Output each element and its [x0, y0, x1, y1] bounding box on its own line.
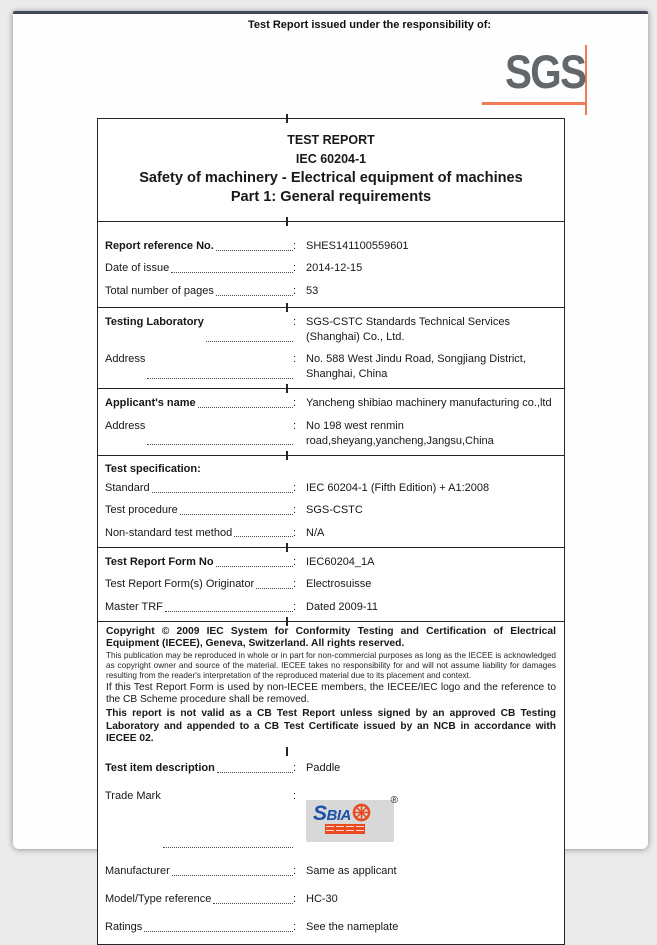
- field-row: [98, 280, 564, 302]
- field-value: Same as applicant: [306, 865, 397, 877]
- dot-leader: [216, 250, 293, 251]
- section-report-form: [98, 547, 564, 621]
- dot-leader: [171, 272, 293, 273]
- dot-leader: [147, 444, 293, 445]
- copyright-small-print: This publication may be reproduced in whole or in part for non-commercial purposes as long as the IECEE is acknowledged as copyright owner and source of the material. IECEE takes no responsibility for and will not assume liability for damages resulting from the reader's interpretation of the reproduced material due to its placement and context.: [106, 651, 556, 681]
- report-table: [97, 118, 565, 945]
- field-value: No 198 west renmin road,sheyang,yancheng,Jangsu,China: [306, 419, 494, 447]
- field-label: Test Report Form No: [105, 555, 214, 568]
- sgs-logo-horizontal-line: [482, 102, 587, 105]
- field-value: [296, 789, 557, 851]
- field-value: 53: [306, 284, 319, 297]
- field-label: Total number of pages: [105, 284, 214, 297]
- dot-leader: [213, 903, 293, 904]
- field-value: N/A: [306, 526, 325, 539]
- trademark-text: SBIA: [313, 802, 351, 825]
- field-row: [98, 755, 564, 783]
- dot-leader: [165, 611, 293, 612]
- field-row: [98, 311, 564, 348]
- field-row: [98, 235, 564, 257]
- trademark-wheel-icon: [352, 803, 371, 822]
- field-label: Non-standard test method: [105, 526, 233, 539]
- field-row: [98, 348, 564, 385]
- field-row: [98, 415, 564, 452]
- dot-leader: [216, 295, 293, 296]
- field-label: Date of issue: [105, 262, 170, 275]
- field-label: Model/Type reference: [105, 892, 212, 905]
- dot-leader: [147, 378, 293, 379]
- field-row: [98, 477, 564, 499]
- field-label: Master TRF: [105, 600, 163, 613]
- field-row: [98, 522, 564, 544]
- section-test-specification: [98, 455, 564, 547]
- copyright-validity-note: This report is not valid as a CB Test Report unless signed by an approved CB Testing Laboratory and appended to a CB Test Certificate issued by an NCB in accordance with IECEE 02.: [106, 708, 556, 745]
- field-label: Standard: [105, 481, 150, 494]
- field-row: [98, 573, 564, 595]
- standard-number: IEC 60204-1: [295, 151, 367, 166]
- trademark-logo-top: [313, 803, 389, 824]
- field-label: Address: [105, 353, 146, 366]
- section-test-item: [98, 752, 564, 944]
- report-title: TEST REPORT: [287, 133, 375, 147]
- dot-leader: [180, 514, 293, 515]
- sgs-logo: [492, 45, 592, 122]
- field-value: SHES141100559601: [306, 240, 409, 252]
- dot-leader: [144, 931, 293, 932]
- field-row: [98, 885, 564, 913]
- column-divider-tick: [286, 617, 288, 626]
- field-value: Dated 2009-11: [306, 600, 378, 613]
- column-divider-tick: [286, 303, 288, 312]
- dot-leader: [206, 341, 293, 342]
- field-value: Electrosuisse: [306, 578, 372, 591]
- field-label: Manufacturer: [105, 865, 170, 877]
- field-row: [98, 596, 564, 618]
- section-copyright: [98, 621, 564, 752]
- field-value: SGS-CSTC: [306, 504, 363, 517]
- field-row: [98, 551, 564, 573]
- section-report-info: [98, 222, 564, 307]
- field-label: Testing Laboratory: [105, 316, 204, 329]
- dot-leader: [198, 407, 293, 408]
- dot-leader: [163, 847, 293, 848]
- field-row: [98, 392, 564, 414]
- field-label: Ratings: [105, 920, 143, 933]
- field-value: IEC60204_1A: [306, 555, 375, 568]
- trademark-logo: [306, 795, 398, 842]
- dot-leader: [256, 588, 293, 589]
- document-page: [13, 11, 648, 933]
- section-heading: Test specification:: [105, 462, 201, 475]
- dot-leader: [152, 492, 293, 493]
- column-divider-tick: [286, 451, 288, 460]
- field-value: See the nameplate: [306, 920, 399, 933]
- field-label: Trade Mark: [105, 790, 161, 802]
- field-value: HC-30: [306, 892, 338, 905]
- dot-leader: [216, 566, 293, 567]
- field-label: Test procedure: [105, 504, 178, 517]
- field-row-trademark: [98, 783, 564, 858]
- dot-leader: [234, 536, 293, 537]
- field-row: [98, 858, 564, 886]
- title-block: [98, 119, 564, 222]
- header-note: Test Report issued under the responsibility of:: [247, 19, 492, 31]
- column-divider-tick: [286, 543, 288, 552]
- field-row: [98, 499, 564, 521]
- field-value: IEC 60204-1 (Fifth Edition) + A1:2008: [306, 481, 490, 494]
- trademark-chinese-characters: [326, 825, 389, 833]
- section-testing-laboratory: [98, 307, 564, 388]
- field-value: Yancheng shibiao machinery manufacturing co.,ltd: [306, 397, 552, 410]
- standard-part: Part 1: General requirements: [230, 188, 432, 205]
- field-label: Address: [105, 419, 146, 432]
- field-label: Applicant's name: [105, 397, 196, 410]
- copyright-heading: Copyright © 2009 IEC System for Conformity Testing and Certification of Electrical Equipment (IECEE), Geneva, Switzerland. All rights reserved.: [106, 626, 556, 650]
- field-value: SGS-CSTC Standards Technical Services (Shanghai) Co., Ltd.: [306, 316, 510, 343]
- standard-name: Safety of machinery - Electrical equipment of machines: [139, 169, 523, 186]
- copyright-note: If this Test Report Form is used by non-IECEE members, the IECEE/IEC logo and the reference to the CB Scheme procedure shall be removed.: [106, 682, 556, 706]
- column-divider-tick: [286, 384, 288, 393]
- field-row: [98, 913, 564, 941]
- field-value: Paddle: [306, 762, 341, 775]
- section-applicant: [98, 388, 564, 455]
- field-value: 2014-12-15: [306, 262, 363, 275]
- column-divider-tick: [286, 217, 288, 226]
- dot-leader: [217, 772, 293, 773]
- field-label: Test Report Form(s) Originator: [105, 578, 255, 591]
- field-value: No. 588 West Jindu Road, Songjiang District, Shanghai, China: [306, 353, 526, 381]
- sgs-logo-text: SGS: [504, 45, 585, 98]
- field-label: Report reference No.: [105, 240, 214, 252]
- dot-leader: [172, 875, 293, 876]
- field-row: [98, 257, 564, 279]
- registered-trademark-icon: ®: [390, 795, 398, 806]
- column-divider-tick: [286, 747, 288, 756]
- field-label: Test item description: [105, 762, 215, 775]
